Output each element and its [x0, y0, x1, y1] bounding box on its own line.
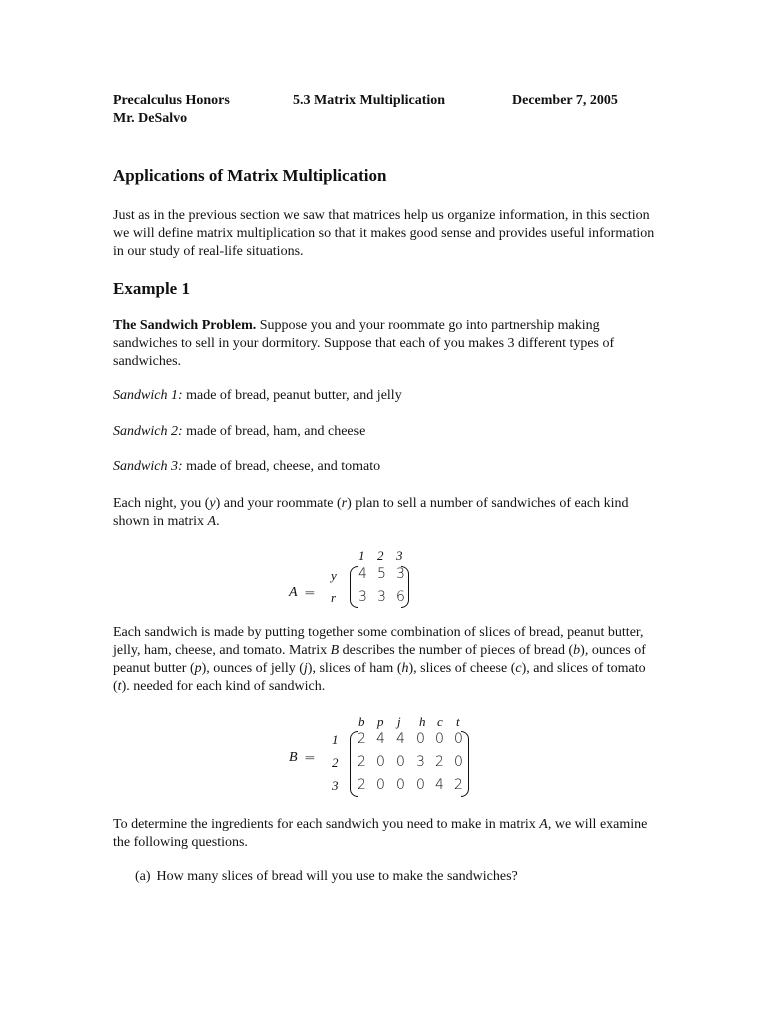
- question-a: [135, 869, 518, 885]
- matrix-b-cell: 2: [435, 754, 444, 770]
- variable-j: j: [303, 661, 308, 676]
- sandwich-3-label: Sandwich 3:: [113, 459, 183, 474]
- intro-paragraph: Just as in the previous section we saw that matrices help us organize information, in this section we will define matrix multiplication so that it makes good sense and provides useful information in our study of real-life situations.: [113, 208, 655, 259]
- matrix-b-cell: 4: [435, 777, 444, 793]
- text-run: ) and your roommate (: [215, 496, 342, 511]
- problem-paragraph: [113, 317, 663, 371]
- variable-r: r: [341, 496, 348, 511]
- document-date: December 7, 2005: [512, 93, 618, 108]
- matrix-a-equals: =: [304, 585, 316, 601]
- matrix-b-cell: 0: [416, 777, 425, 793]
- text-run: Each night, you (: [113, 496, 210, 511]
- text-run: Each sandwich is made by putting together some combination of slices of bread, peanut butter, jelly, ham, cheese, and tomato. Matrix: [113, 625, 644, 658]
- variable-c: c: [515, 661, 522, 676]
- matrix-a-col-header: 3: [396, 548, 403, 563]
- matrix-b-cell: 0: [454, 754, 463, 770]
- text-run: , we will examine the following questions.: [113, 817, 648, 850]
- sandwich-1-text: made of bread, peanut butter, and jelly: [182, 388, 402, 403]
- matrix-a-cell: 3: [377, 589, 386, 605]
- text-run: ). needed for each kind of sandwich.: [121, 679, 326, 694]
- matrix-b-col-header: p: [377, 714, 384, 729]
- course-name: Precalculus Honors: [113, 93, 230, 108]
- matrix-b-col-header: h: [419, 714, 426, 729]
- matrix-a-col-header: 2: [377, 548, 384, 563]
- variable-h: h: [401, 661, 409, 676]
- text-run: ) plan to sell a number of sandwiches of each kind shown in matrix: [113, 496, 629, 529]
- matrix-b-cell: 0: [454, 731, 463, 747]
- matrix-a-row-label: r: [331, 590, 337, 605]
- matrix-b-row-label: 2: [332, 755, 339, 770]
- variable-a: A: [207, 514, 217, 529]
- matrix-a-cell: 6: [396, 589, 405, 605]
- matrix-a-name: A: [289, 585, 298, 600]
- matrix-b-cell: 0: [376, 754, 385, 770]
- teacher-name: Mr. DeSalvo: [113, 111, 188, 126]
- matrix-a-col-header: 1: [358, 548, 365, 563]
- matrix-b-col-header: t: [456, 714, 460, 729]
- matrix-b-cell: 0: [435, 731, 444, 747]
- text-run: ), slices of cheese (: [408, 661, 516, 676]
- matrix-b-equals: =: [304, 750, 316, 766]
- matrix-a-row-label: y: [331, 568, 337, 583]
- text-run: ), ounces of jelly (: [201, 661, 304, 676]
- sandwich-2-label: Sandwich 2:: [113, 424, 183, 439]
- matrix-a-intro-paragraph: [113, 495, 653, 531]
- variable-y: y: [209, 496, 216, 511]
- matrix-b-row-label: 3: [332, 778, 339, 793]
- text-run: To determine the ingredients for each sandwich you need to make in matrix: [113, 817, 540, 832]
- sandwich-1-label: Sandwich 1:: [113, 388, 183, 403]
- example-heading: Example 1: [113, 279, 190, 298]
- variable-a: A: [539, 817, 548, 832]
- matrix-b-cell: 2: [357, 777, 366, 793]
- sandwich-2-text: made of bread, ham, and cheese: [182, 424, 366, 439]
- matrix-a-cell: 3: [358, 589, 367, 605]
- matrix-b-name: B: [289, 750, 298, 765]
- sandwich-3-text: made of bread, cheese, and tomato: [182, 459, 381, 474]
- problem-label: The Sandwich Problem.: [113, 318, 257, 333]
- sandwich-3-line: [113, 459, 380, 475]
- matrix-b-cell: 0: [416, 731, 425, 747]
- page-title: Applications of Matrix Multiplication: [113, 166, 387, 185]
- variable-t: t: [117, 679, 122, 694]
- question-a-marker: (a): [135, 869, 151, 884]
- text-run: .: [216, 514, 220, 529]
- matrix-b-cell: 4: [376, 731, 385, 747]
- section-title: 5.3 Matrix Multiplication: [293, 93, 446, 108]
- matrix-b-cell: 2: [454, 777, 463, 793]
- text-run: ), and slices of tomato (: [113, 661, 646, 694]
- matrix-b-col-header: b: [358, 714, 365, 729]
- matrix-a-cell: 3: [396, 566, 405, 582]
- problem-text: Suppose you and your roommate go into partnership making sandwiches to sell in your dormitory. Suppose that each of you makes 3 different types of sandwiches.: [113, 318, 615, 369]
- sandwich-2-line: [113, 424, 365, 440]
- text-run: describes the number of pieces of bread (: [339, 643, 574, 658]
- matrix-a-left-paren: [350, 566, 358, 608]
- sandwich-1-line: [113, 388, 402, 404]
- matrix-b-cell: 3: [416, 754, 425, 770]
- matrix-b-col-header: j: [397, 714, 401, 729]
- matrix-b-cell: 0: [376, 777, 385, 793]
- matrix-a-cell: 5: [377, 566, 386, 582]
- matrix-b-cell: 4: [396, 731, 405, 747]
- matrix-b-cell: 2: [357, 731, 366, 747]
- matrix-b-row-label: 1: [332, 732, 339, 747]
- text-run: ), slices of ham (: [307, 661, 402, 676]
- matrix-b-col-header: c: [437, 714, 443, 729]
- matrix-b-cell: 0: [396, 754, 405, 770]
- question-a-text: How many slices of bread will you use to make the sandwiches?: [156, 869, 518, 884]
- variable-b: b: [573, 643, 581, 658]
- variable-b-matrix: B: [330, 643, 340, 658]
- questions-intro-paragraph: [113, 816, 658, 852]
- variable-p: p: [194, 661, 202, 676]
- text-run: ), ounces of peanut butter (: [113, 643, 646, 676]
- matrix-b-intro-paragraph: [113, 624, 653, 696]
- matrix-a-cell: 4: [358, 566, 367, 582]
- matrix-b-cell: 0: [396, 777, 405, 793]
- matrix-b-cell: 2: [357, 754, 366, 770]
